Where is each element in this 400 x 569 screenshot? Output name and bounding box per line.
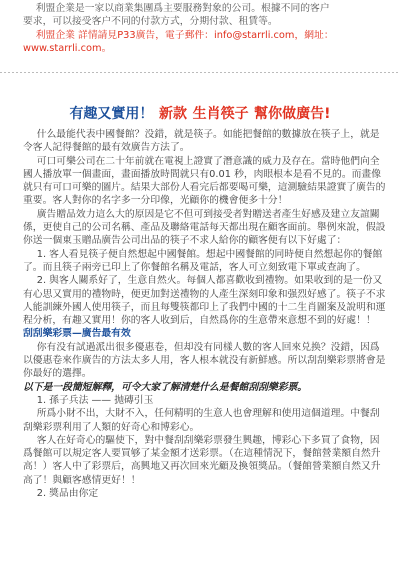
list-item: 所爲小財不出，大財不入，任何精明的生意人也會理解和使用這個道理。中餐刮刮樂彩票利用了人類的好奇心和博彩心。 — [23, 408, 380, 433]
contact-line: 利盟企業 詳情請見P33廣告，電子郵件：info@starrli.com，網址： — [35, 29, 334, 41]
subheading: 刮刮樂彩票—廣告最有效 — [23, 328, 131, 340]
italic-intro: 以下是一段簡短解釋，可令大家了解清楚什么是餐館刮刮樂彩票。 — [23, 381, 308, 393]
headline — [0, 103, 400, 123]
list-item: 客人在好奇心的驅使下，對中餐刮刮樂彩票發生興趣，博彩心下多買了食物，因爲餐館可以規定客人要買够了某金額才送彩票。（在這種情況下，餐館營業額自然升高！）客人中了彩票后，高興地又再次回來光顧及換領獎品。（餐館營業額自然又升高了！與顧客感情更好！！ — [23, 434, 381, 486]
headline-part: 幫你做廣告! — [254, 106, 331, 122]
headline-part: 新款 — [159, 106, 188, 122]
paragraph: 廣告贈品效力這么大的原因是它不但可到接受者對贈送者產生好感及建立友誼關係，更使自己的公司名稱、產品及聯絡電話每天都出現在顧客面前。舉例來說，假設你送一個東玉贈品廣告公司出品的筷子不求人給你的顧客便有以下好處了： — [23, 208, 386, 247]
article-body — [23, 128, 386, 500]
intro-line: 利盟企業是一家以商業集團爲主要服務對象的公司。根據不同的客户 — [35, 3, 330, 14]
paragraph: 1. 客人看見筷子便自然想起中國餐館。想起中國餐館的同時便自然想起你的餐館了。而且筷子兩旁已印上了你餐館名稱及電話，客人可立刻致電下單或查詢了。 — [23, 248, 383, 273]
list-item: 1. 孫子兵法 —— 抛磚引玉 — [36, 394, 154, 406]
divider — [0, 72, 400, 73]
list-item: 2. 獎品由你定 — [36, 488, 99, 500]
paragraph: 可口可樂公司在二十年前就在電視上證實了潛意識的威力及存在。當時他們向全國人播放單一個畫面，畫面播放時間就只有0.01 秒，肉眼根本是看不見的。而畫像就只有可口可樂的圖片。結果大部份人看完后都要喝可樂，這測驗結果證實了廣告的重要。客人對你的名字多一分印像，光顧你的機會便多十分！ — [23, 155, 386, 207]
paragraph: 什么最能代表中國餐館？没錯，就是筷子。如能把餐館的數據放在筷子上，就是令客人記得餐館的最有效廣告方法了。 — [23, 129, 380, 154]
headline-part: 有趣又實用！ — [69, 106, 154, 122]
website-line: www.starrli.com。 — [23, 43, 112, 55]
intro-section — [23, 2, 386, 56]
headline-part: 生肖筷子 — [192, 106, 249, 122]
paragraph: 2. 與客人關系好了，生意自然火。每個人都喜歡收到禮物。如果收到的是一份又有心思又實用的禮物時，便更加對送禮物的人產生深刻印象和强烈好感了。筷子不求人能訓練外國人使用筷子，而且每雙筷都印上了我們中國的十二生肖圖案及說明和運程分析，有趣又實用！你的客人收到后，自然爲你的生意帶來意想不到的好處！！ — [23, 275, 386, 327]
paragraph: 你有没有試過派出很多優惠卷，但却没有同樣人數的客人回來兑换？没錯，因爲以優惠卷來作廣告的方法太多人用，客人根本就没有新鮮感。所以刮刮樂彩票將會是你最好的選擇。 — [23, 341, 386, 380]
intro-line: 要求，可以接受客户不同的付款方式，分期付款、租賃等。 — [23, 16, 278, 28]
